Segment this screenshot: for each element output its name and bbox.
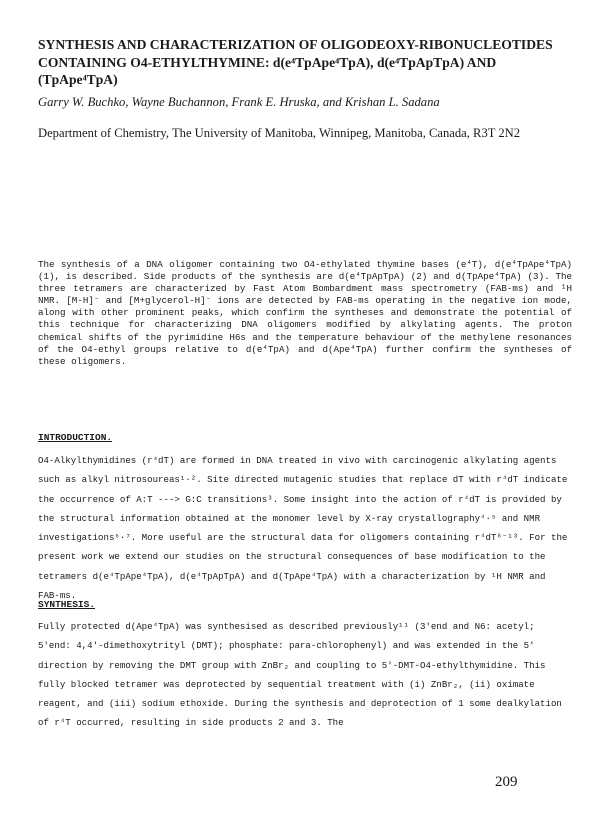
affiliation: Department of Chemistry, The University of Manitoba, Winnipeg, Manitoba, Canada, R3T 2N2: [38, 126, 521, 140]
synthesis-body: Fully protected d(Ape⁴TpA) was synthesised as described previously¹¹ (3'end and N6: acetyl; 5'end: 4,4'-dimethoxytrityl (DMT); phosphate: para-chlorophenyl) and was extended in the 5' direction by removing the DMT group with ZnBr₂ and coupling to 5'-DMT-O4-ethylthymidine. This fully blocked tetramer was deprotected by sequential treatment with (i) ZnBr₂, (ii) oximate reagent, and (iii) sodium ethoxide. During the synthesis and deprotection of 1 some dealkylation of r⁴T occurred, resulting in side products 2 and 3. The: [38, 621, 562, 729]
author-list: Garry W. Buchko, Wayne Buchannon, Frank E. Hruska, and Krishan L. Sadana: [38, 95, 440, 109]
introduction-heading: INTRODUCTION.: [38, 432, 113, 443]
synthesis-heading: SYNTHESIS.: [38, 599, 96, 610]
introduction-body: O4-Alkylthymidines (r⁴dT) are formed in DNA treated in vivo with carcinogenic alkylating agents such as alkyl nitrosoureas¹·². Site directed mutagenic studies that replace dT with r⁴dT indicate the occurrence of A:T ---> G:C transitions³. Some insight into the action of r⁴dT is provided by the structural information obtained at the monomer level by X-ray crystallography⁴·⁵ and NMR investigations⁶·⁷. More useful are the structural data for oligomers containing r⁴dT⁸⁻¹³. For the present work we extend our studies on the structural consequences of base modification to the tetramers d(e⁴TpApe⁴TpA), d(e⁴TpApTpA) and d(TpApe⁴TpA) with a characterization by ¹H NMR and FAB-ms.: [38, 455, 568, 602]
page-number: 209: [495, 774, 518, 790]
paper-title: SYNTHESIS AND CHARACTERIZATION OF OLIGODEOXY-RIBONUCLEOTIDES CONTAINING O4-ETHYLTHYMINE: d(e⁴TpApe⁴TpA), d(e⁴TpApTpA) AND (TpApe⁴TpA): [38, 37, 553, 87]
abstract: The synthesis of a DNA oligomer containing two O4-ethylated thymine bases (e⁴T), d(e⁴TpApe⁴TpA) (1), is described. Side products of the synthesis are d(e⁴TpApTpA) (2) and d(TpApe⁴TpA) (3). The three tetramers are characterized by Fast Atom Bombardment mass spectrometry (FAB-ms) and ¹H NMR. [M-H]⁻ and [M+glycerol-H]⁻ ions are detected by FAB-ms operating in the negative ion mode, along with other prominent peaks, which confirm the syntheses and demonstrate the potential of this technique for characterizing DNA oligomers modified by alkylating agents. The proton chemical shifts of the pyrimidine H6s and the temperature behaviour of the methylene resonances of the O4-ethyl groups relative to d(e⁴TpA) and d(Ape⁴TpA) further confirm the syntheses of these oligomers.: [38, 259, 572, 367]
